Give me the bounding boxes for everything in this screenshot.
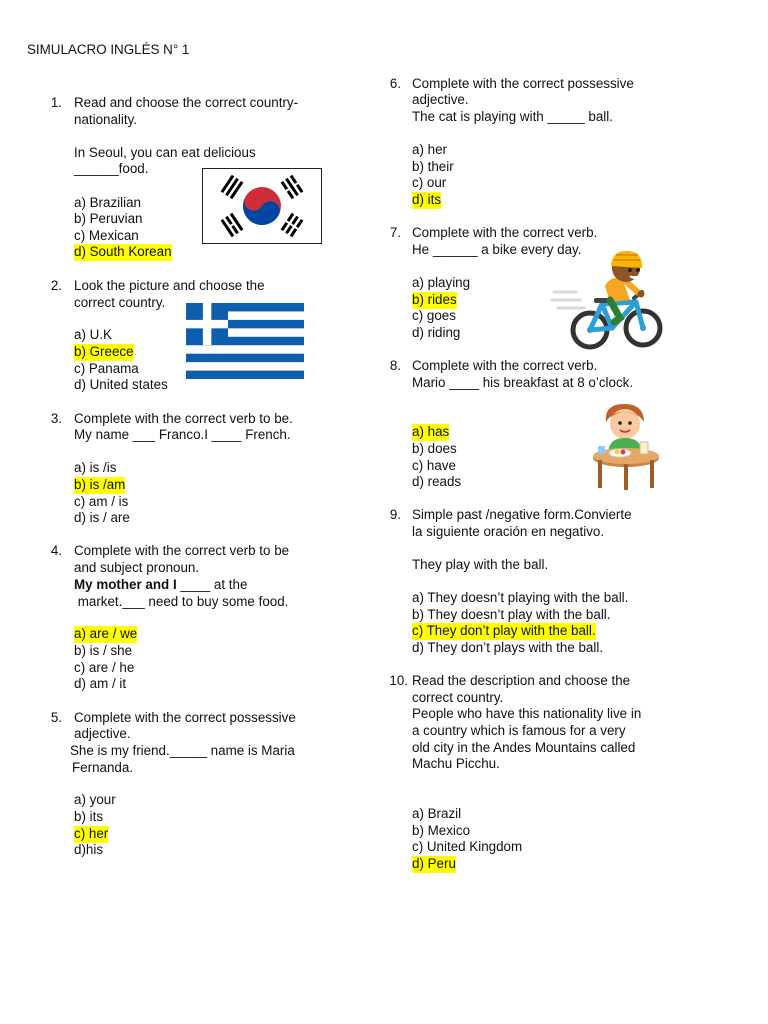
question-text: In Seoul, you can eat delicious (74, 145, 256, 160)
question-text: People who have this nationality live in (412, 706, 642, 721)
boy-riding-bike-illustration (550, 248, 665, 358)
question-text: The cat is playing with _____ ball. (412, 109, 613, 124)
question-number: 4. (50, 543, 62, 558)
answer-option-correct: a) has (412, 424, 450, 439)
question-text: Simple past /negative form.Convierte (412, 507, 632, 522)
answer-option: b) their (412, 159, 454, 174)
question-text: Complete with the correct possessive (74, 710, 296, 725)
answer-option: b) does (412, 441, 457, 456)
answer-option: c) our (412, 175, 447, 190)
question-number: 7. (389, 225, 401, 240)
answer-option: c) Panama (74, 361, 139, 376)
answer-option: d) United states (74, 377, 168, 392)
answer-option: b) They doesn’t play with the ball. (412, 607, 611, 622)
answer-option: b) is / she (74, 643, 133, 658)
answer-option: b) Peruvian (74, 211, 143, 226)
question-text: Mario ____ his breakfast at 8 o’clock. (412, 375, 634, 390)
question-text: Complete with the correct verb. (412, 358, 598, 373)
question-text-bold: My mother and I (74, 577, 177, 592)
answer-option-correct: c) They don’t play with the ball. (412, 623, 596, 638)
question-text: Complete with the correct verb. (412, 225, 598, 240)
question-text: market.___ need to buy some food. (74, 594, 289, 609)
answer-option: c) Mexican (74, 228, 139, 243)
answer-option: a) playing (412, 275, 471, 290)
answer-option: d) They don’t plays with the ball. (412, 640, 604, 655)
answer-option-correct: d) its (412, 192, 442, 207)
question-text: Look the picture and choose the (74, 278, 265, 293)
south-korea-flag-image (202, 168, 322, 244)
question-text: correct country. (412, 690, 504, 705)
answer-option: d) is / are (74, 510, 130, 525)
question-text: a country which is famous for a very (412, 723, 626, 738)
answer-option: c) have (412, 458, 456, 473)
answer-option: c) goes (412, 308, 456, 323)
question-text: He ______ a bike every day. (412, 242, 582, 257)
question-text: old city in the Andes Mountains called (412, 740, 636, 755)
answer-option: d) reads (412, 474, 462, 489)
question-text: My name ___ Franco.I ____ French. (74, 427, 291, 442)
answer-option: a) her (412, 142, 447, 157)
answer-option: a) They doesn’t playing with the ball. (412, 590, 629, 605)
question-text: Read the description and choose the (412, 673, 631, 688)
question-text: adjective. (412, 92, 469, 107)
greece-flag-image (186, 303, 304, 379)
boy-eating-breakfast-illustration (590, 400, 662, 497)
question-text: adjective. (74, 726, 131, 741)
question-text: Machu Picchu. (412, 756, 500, 771)
question-number: 8. (389, 358, 401, 373)
question-text: Fernanda. (72, 760, 134, 775)
answer-option: c) United Kingdom (412, 839, 523, 854)
answer-option: d) am / it (74, 676, 127, 691)
question-number: 3. (50, 411, 62, 426)
answer-option: a) Brazil (412, 806, 462, 821)
question-text: correct country. (74, 295, 166, 310)
answer-option: d) riding (412, 325, 461, 340)
answer-option-correct: b) Greece (74, 344, 134, 359)
answer-option: a) is /is (74, 460, 117, 475)
question-text: ______food. (74, 161, 149, 176)
answer-option: a) Brazilian (74, 195, 141, 210)
answer-option: c) am / is (74, 494, 129, 509)
answer-option: b) its (74, 809, 104, 824)
question-text: Read and choose the correct country- (74, 95, 299, 110)
question-text (74, 577, 247, 594)
question-text: and subject pronoun. (74, 560, 200, 575)
question-number: 5. (50, 710, 62, 725)
question-text: ____ at the (176, 577, 248, 592)
answer-option-correct: d) Peru (412, 856, 456, 871)
question-text: She is my friend._____ name is Maria (70, 743, 295, 758)
question-text: Complete with the correct verb to be. (74, 411, 293, 426)
answer-option-correct: b) is /am (74, 477, 126, 492)
answer-option-correct: d) South Korean (74, 244, 172, 259)
page-title: SIMULACRO INGLÉS N° 1 (27, 42, 190, 57)
question-text: nationality. (74, 112, 138, 127)
answer-option: a) your (74, 792, 116, 807)
question-text: Complete with the correct verb to be (74, 543, 290, 558)
question-number: 2. (50, 278, 62, 293)
question-number: 9. (389, 507, 401, 522)
question-text: la siguiente oración en negativo. (412, 524, 605, 539)
question-number: 10. (389, 673, 408, 688)
answer-option: b) Mexico (412, 823, 471, 838)
answer-option-correct: c) her (74, 826, 109, 841)
question-text: They play with the ball. (412, 557, 549, 572)
answer-option: c) are / he (74, 660, 135, 675)
answer-option-correct: b) rides (412, 292, 457, 307)
answer-option: d)his (74, 842, 104, 857)
question-number: 1. (50, 95, 62, 110)
question-number: 6. (389, 76, 401, 91)
answer-option-correct: a) are / we (74, 626, 138, 641)
question-text: Complete with the correct possessive (412, 76, 634, 91)
answer-option: a) U.K (74, 327, 112, 342)
